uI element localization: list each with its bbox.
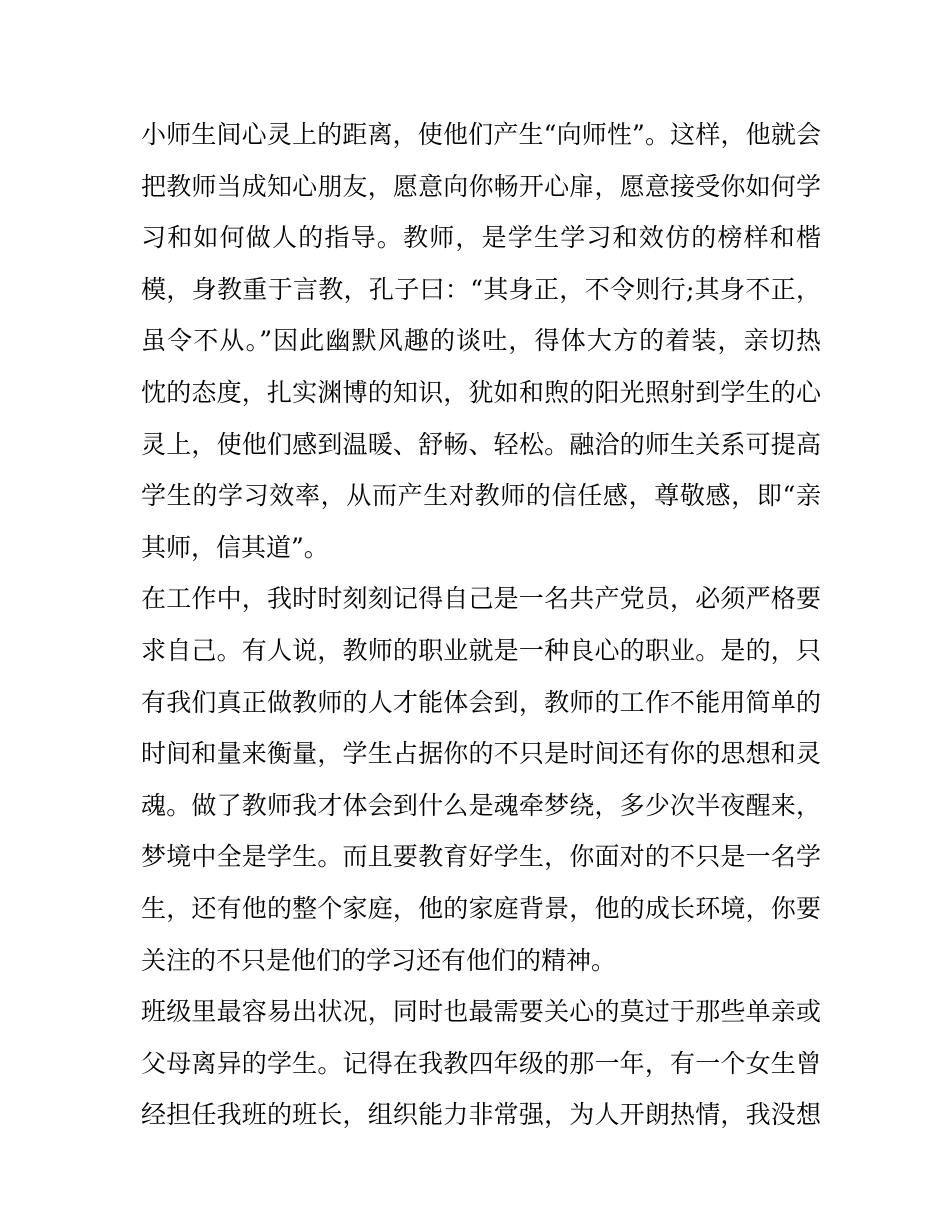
- body-text: [141, 109, 821, 1141]
- text-line-10: 在工作中，我时时刻刻记得自己是一名共产党员，必须严格要: [141, 584, 821, 614]
- text-line-4: 模，身教重于言教，孔子曰：“其身正，不令则行;其身不正，: [141, 274, 821, 304]
- text-line-14: 魂。做了教师我才体会到什么是魂牵梦绕，多少次半夜醒来，: [141, 790, 821, 820]
- text-line-19: 父母离异的学生。记得在我教四年级的那一年，有一个女生曾: [141, 1048, 821, 1078]
- text-line-3: 习和如何做人的指导。教师，是学生学习和效仿的榜样和楷: [141, 223, 821, 253]
- text-line-16: 生，还有他的整个家庭，他的家庭背景，他的成长环境，你要: [141, 893, 821, 923]
- text-line-12: 有我们真正做教师的人才能体会到，教师的工作不能用简单的: [141, 687, 821, 717]
- text-line-17: 关注的不只是他们的学习还有他们的精神。: [141, 945, 617, 975]
- text-line-9: 其师，信其道”。: [141, 532, 329, 562]
- text-line-15: 梦境中全是学生。而且要教育好学生，你面对的不只是一名学: [141, 842, 821, 872]
- text-line-20: 经担任我班的班长，组织能力非常强，为人开朗热情，我没想: [141, 1100, 821, 1130]
- text-line-11: 求自己。有人说，教师的职业就是一种良心的职业。是的，只: [141, 635, 821, 665]
- text-line-8: 学生的学习效率，从而产生对教师的信任感，尊敬感，即“亲: [141, 481, 821, 511]
- text-line-7: 灵上，使他们感到温暖、舒畅、轻松。融洽的师生关系可提高: [141, 429, 821, 459]
- text-line-6: 忱的态度，扎实渊博的知识，犹如和煦的阳光照射到学生的心: [141, 377, 821, 407]
- text-line-2: 把教师当成知心朋友，愿意向你畅开心扉，愿意接受你如何学: [141, 171, 821, 201]
- text-line-13: 时间和量来衡量，学生占据你的不只是时间还有你的思想和灵: [141, 739, 821, 769]
- text-line-18: 班级里最容易出状况，同时也最需要关心的莫过于那些单亲或: [141, 997, 821, 1027]
- text-line-5: 虽令不从。”因此幽默风趣的谈吐，得体大方的着装，亲切热: [141, 326, 821, 356]
- text-line-1: 小师生间心灵上的距离，使他们产生“向师性”。这样，他就会: [141, 120, 821, 149]
